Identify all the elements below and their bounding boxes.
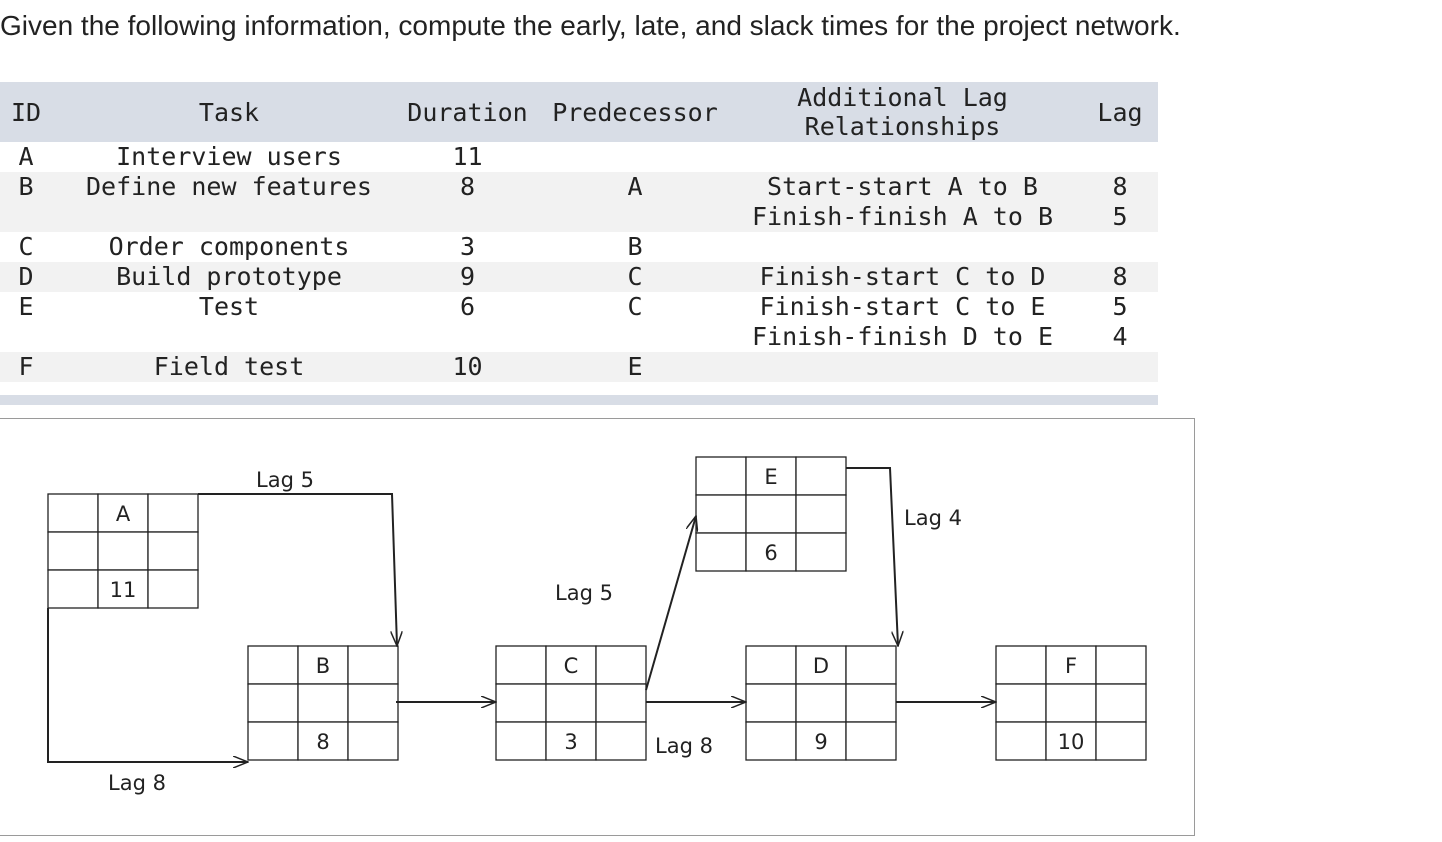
node-cell: [248, 646, 298, 684]
node-cell: [348, 684, 398, 722]
edge-a-b-bottom: [48, 608, 248, 762]
lag-label-a-b-bottom: Lag 8: [108, 771, 166, 795]
node-cell: [496, 722, 546, 760]
cell-id: E: [18, 292, 34, 321]
node-duration: 9: [814, 730, 828, 754]
edge-c-e: [646, 516, 696, 690]
header-lag: Lag: [1097, 97, 1143, 127]
node-cell: [1096, 722, 1146, 760]
node-cell: [1096, 684, 1146, 722]
node-cell: [746, 646, 796, 684]
node-cell: [496, 646, 546, 684]
node-label: E: [764, 465, 778, 489]
cell-duration: 11: [452, 142, 483, 171]
node-b: [248, 646, 398, 760]
node-label: B: [315, 654, 331, 678]
node-duration: 11: [109, 578, 137, 602]
node-cell: [696, 495, 746, 533]
node-cell: [996, 684, 1046, 722]
node-cell: [1096, 646, 1146, 684]
node-label: A: [115, 502, 131, 526]
node-cell: [746, 684, 796, 722]
node-cell: [696, 533, 746, 571]
cell-duration: 9: [459, 262, 476, 291]
node-cell: [48, 532, 98, 570]
cell-task: Build prototype: [116, 262, 342, 291]
node-label: F: [1064, 654, 1078, 678]
header-additional-lag-line1: Additional Lag: [797, 83, 1008, 112]
cell-relationship: Finish-finish D to E: [751, 322, 1054, 351]
cell-lag: 8: [1112, 262, 1128, 291]
node-cell: [596, 722, 646, 760]
node-duration: 3: [564, 730, 578, 754]
lag-label-a-b-top: Lag 5: [256, 468, 314, 492]
node-e: [696, 457, 846, 571]
cell-task: Interview users: [116, 142, 342, 171]
header-additional-lag-line2: Relationships: [804, 112, 1001, 141]
node-cell: [48, 494, 98, 532]
node-cell: [996, 722, 1046, 760]
node-cell: [846, 722, 896, 760]
node-cell: [996, 646, 1046, 684]
node-cell: [596, 684, 646, 722]
header-predecessor: Predecessor: [552, 97, 718, 127]
node-cell: [596, 646, 646, 684]
cell-lag: 5: [1112, 292, 1128, 321]
node-cell: [496, 684, 546, 722]
node-cell: [348, 646, 398, 684]
node-cell: [248, 684, 298, 722]
cell-id: B: [18, 172, 34, 201]
cell-predecessor: C: [627, 262, 643, 291]
edge-e-d: [846, 468, 898, 646]
cell-lag: 5: [1112, 202, 1128, 231]
node-c: [496, 646, 646, 760]
cell-task: Test: [198, 292, 260, 321]
node-cell: [796, 533, 846, 571]
node-cell: [1046, 684, 1096, 722]
node-cell: [846, 646, 896, 684]
node-cell: [746, 495, 796, 533]
cell-relationship: Finish-start C to E: [759, 292, 1046, 321]
cell-predecessor: B: [627, 232, 643, 261]
cell-id: C: [18, 232, 34, 261]
node-cell: [48, 570, 98, 608]
cell-duration: 8: [459, 172, 476, 201]
header-id: ID: [10, 97, 42, 127]
cell-id: F: [18, 352, 34, 381]
node-cell: [796, 495, 846, 533]
node-duration: 10: [1057, 730, 1085, 754]
cell-predecessor: E: [627, 352, 643, 381]
header-duration: Duration: [407, 97, 528, 127]
cell-relationship: Finish-start C to D: [759, 262, 1046, 291]
cell-duration: 10: [452, 352, 483, 381]
node-cell: [546, 684, 596, 722]
cell-duration: 3: [459, 232, 476, 261]
node-cell: [796, 684, 846, 722]
node-cell: [746, 722, 796, 760]
cell-relationship: Start-start A to B: [767, 172, 1038, 201]
node-cell: [248, 722, 298, 760]
node-duration: 8: [316, 730, 330, 754]
lag-label-e-d: Lag 4: [904, 506, 962, 530]
node-cell: [846, 684, 896, 722]
node-cell: [796, 457, 846, 495]
node-cell: [148, 532, 198, 570]
node-cell: [298, 684, 348, 722]
node-cell: [148, 570, 198, 608]
header-task: Task: [198, 97, 260, 127]
cell-id: D: [18, 262, 34, 291]
cell-relationship: Finish-finish A to B: [751, 202, 1054, 231]
cell-task: Define new features: [86, 172, 372, 201]
lag-label-c-e: Lag 5: [555, 581, 613, 605]
cell-duration: 6: [459, 292, 476, 321]
edge-a-b-top: [198, 494, 397, 646]
cell-predecessor: A: [627, 172, 643, 201]
cell-lag: 8: [1112, 172, 1128, 201]
node-cell: [98, 532, 148, 570]
cell-id: A: [18, 142, 34, 171]
node-f: [996, 646, 1146, 760]
lag-label-c-d: Lag 8: [655, 734, 713, 758]
node-d: [746, 646, 896, 760]
node-duration: 6: [764, 541, 778, 565]
node-a: [48, 494, 198, 608]
node-cell: [696, 457, 746, 495]
cell-task: Order components: [108, 232, 350, 261]
cell-predecessor: C: [627, 292, 643, 321]
cell-lag: 4: [1112, 322, 1128, 351]
node-label: C: [563, 654, 579, 678]
cell-task: Field test: [153, 352, 305, 381]
node-label: D: [812, 654, 830, 678]
node-cell: [348, 722, 398, 760]
question-text: Given the following information, compute the early, late, and slack times for the project network.: [0, 10, 1181, 41]
node-cell: [148, 494, 198, 532]
